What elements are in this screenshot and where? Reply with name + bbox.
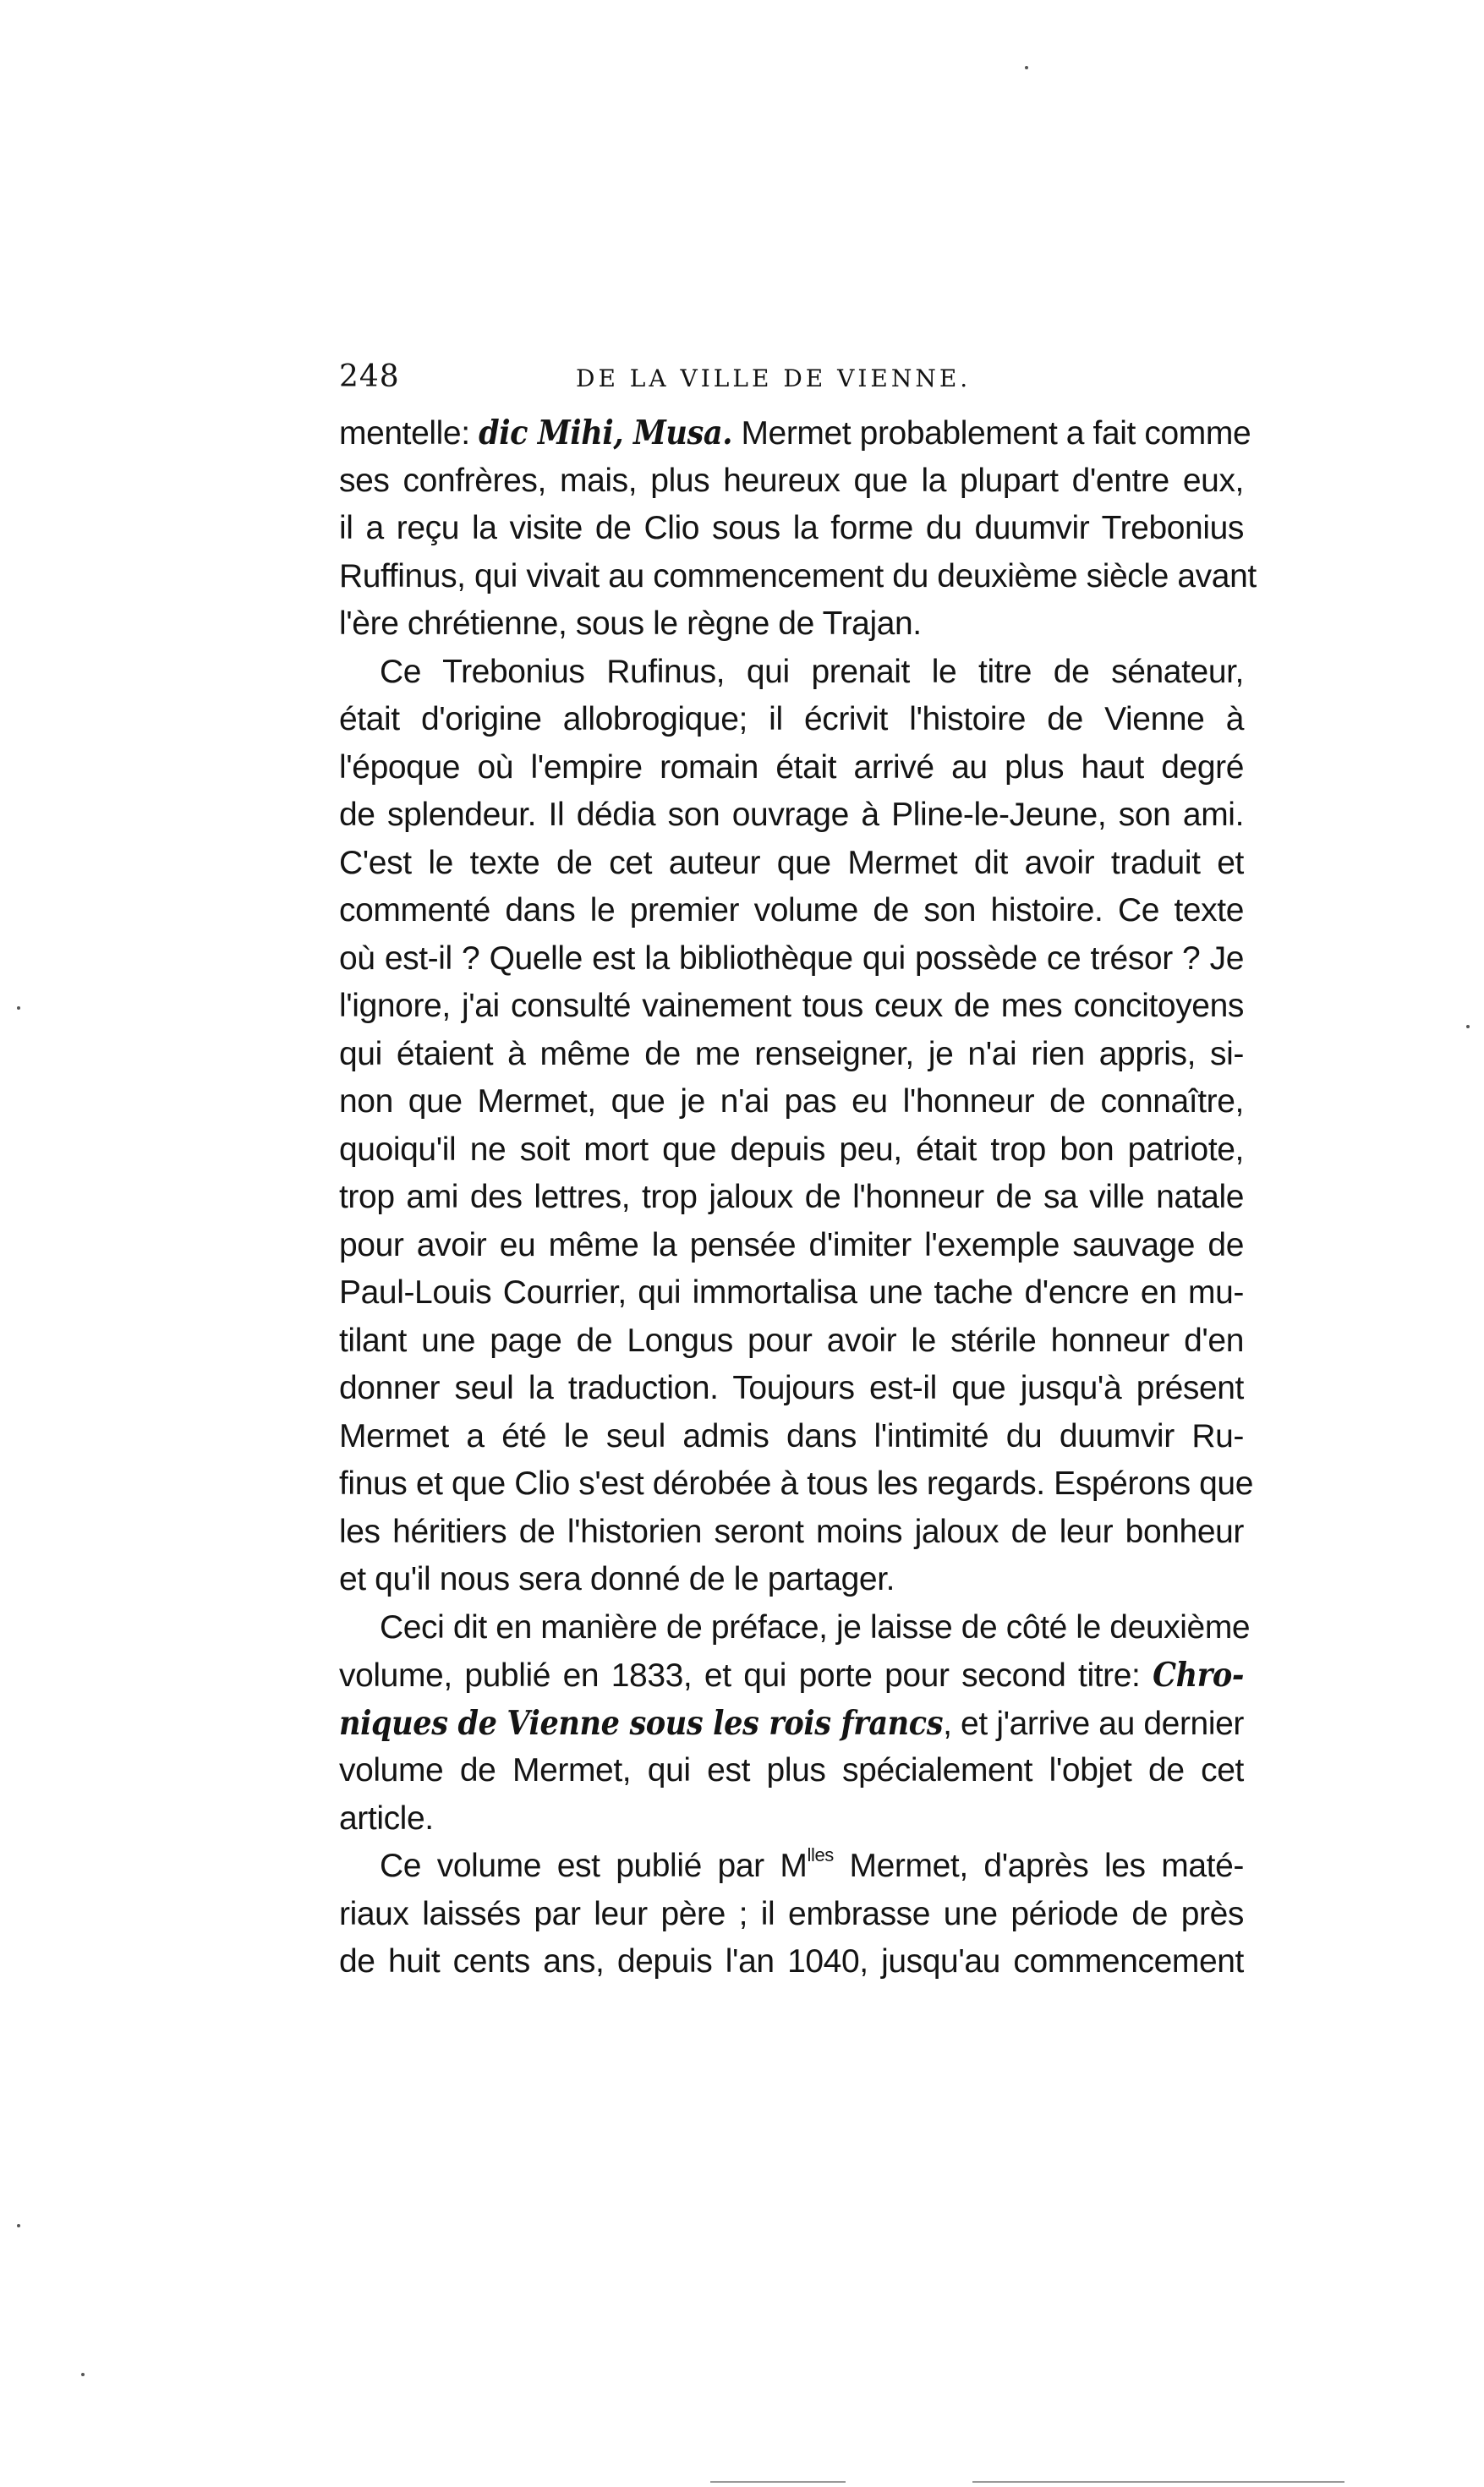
text-line: où est-il ? Quelle est la bibliothèque qui possède ce trésor ? Je <box>339 939 1244 977</box>
text-line: article. <box>339 1800 434 1837</box>
text-line: volume, publié en 1833, et qui porte pour second titre: Chro- <box>339 1656 1244 1695</box>
text-line: l'époque où l'empire romain était arrivé au plus haut degré <box>339 748 1244 786</box>
text-line: pour avoir eu même la pensée d'imiter l'exemple sauvage de <box>339 1226 1244 1263</box>
text-line: était d'origine allobrogique; il écrivit l'histoire de Vienne à <box>339 701 1244 737</box>
scan-speck <box>1466 1025 1470 1028</box>
text-line: Ce volume est publié par $M^{lles}$ Mermet, d'après les maté- <box>380 1844 1244 1884</box>
text-line: l'ère chrétienne, sous le règne de Trajan. <box>339 605 922 642</box>
text-line: de huit cents ans, depuis l'an 1040, jusqu'au commencement <box>339 1943 1244 1980</box>
text-line: non que Mermet, que je n'ai pas eu l'honneur de connaître, <box>339 1083 1244 1120</box>
text-line: Ce Trebonius Rufinus, qui prenait le titre de sénateur, <box>380 653 1244 690</box>
text-line: ses confrères, mais, plus heureux que la plupart d'entre eux, <box>339 462 1244 499</box>
text-line: Paul-Louis Courrier, qui immortalisa une tache d'encre en mu- <box>339 1274 1244 1311</box>
bottom-edge-mark <box>710 2481 846 2483</box>
text-line: il a reçu la visite de Clio sous la forme du duumvir Trebonius <box>339 510 1244 546</box>
text-line: et qu'il nous sera donné de le partager. <box>339 1561 895 1597</box>
text-line: trop ami des lettres, trop jaloux de l'honneur de sa ville natale <box>339 1179 1244 1215</box>
scan-speck <box>81 2373 85 2376</box>
scan-speck <box>1025 66 1028 69</box>
scan-speck <box>17 2224 20 2227</box>
text-line: Ruffinus, qui vivait au commencement du deuxième siècle avant <box>339 557 1257 594</box>
text-line: Mermet a été le seul admis dans l'intimité du duumvir Ru- <box>339 1417 1244 1454</box>
text-line: finus et que Clio s'est dérobée à tous les regards. Espérons que <box>339 1465 1254 1502</box>
text-line: donner seul la traduction. Toujours est-il que jusqu'à présent <box>339 1370 1244 1406</box>
text-line: niques de Vienne sous les rois francs, et j'arrive au dernier <box>339 1703 1244 1743</box>
text-line: l'ignore, j'ai consulté vainement tous ceux de mes concitoyens <box>339 988 1244 1024</box>
text-line: mentelle: dic Mihi, Musa. Mermet probablement a fait comme <box>339 414 1251 452</box>
text-line: volume de Mermet, qui est plus spécialement l'objet de cet <box>339 1752 1244 1789</box>
text-line: quoiqu'il ne soit mort que depuis peu, était trop bon patriote, <box>339 1131 1244 1168</box>
text-line: C'est le texte de cet auteur que Mermet dit avoir traduit et <box>339 844 1244 881</box>
text-line: Ceci dit en manière de préface, je laisse de côté le deuxième <box>380 1608 1251 1646</box>
text-line: riaux laissés par leur père ; il embrasse une période de près <box>339 1895 1244 1932</box>
text-line: tilant une page de Longus pour avoir le stérile honneur d'en <box>339 1322 1244 1359</box>
text-line: qui étaient à même de me renseigner, je n'ai rien appris, si- <box>339 1035 1244 1072</box>
bottom-edge-mark <box>972 2481 1344 2483</box>
page-number: 248 <box>339 359 400 394</box>
body-text <box>339 409 1257 1986</box>
page-header <box>339 359 1244 410</box>
text-line: de splendeur. Il dédia son ouvrage à Pline-le-Jeune, son ami. <box>339 797 1244 833</box>
scan-speck <box>17 1006 20 1010</box>
text-line: les héritiers de l'historien seront moins jaloux de leur bonheur <box>339 1513 1244 1550</box>
text-line: commenté dans le premier volume de son histoire. Ce texte <box>339 892 1244 929</box>
running-title: DE LA VILLE DE VIENNE. <box>576 364 972 392</box>
